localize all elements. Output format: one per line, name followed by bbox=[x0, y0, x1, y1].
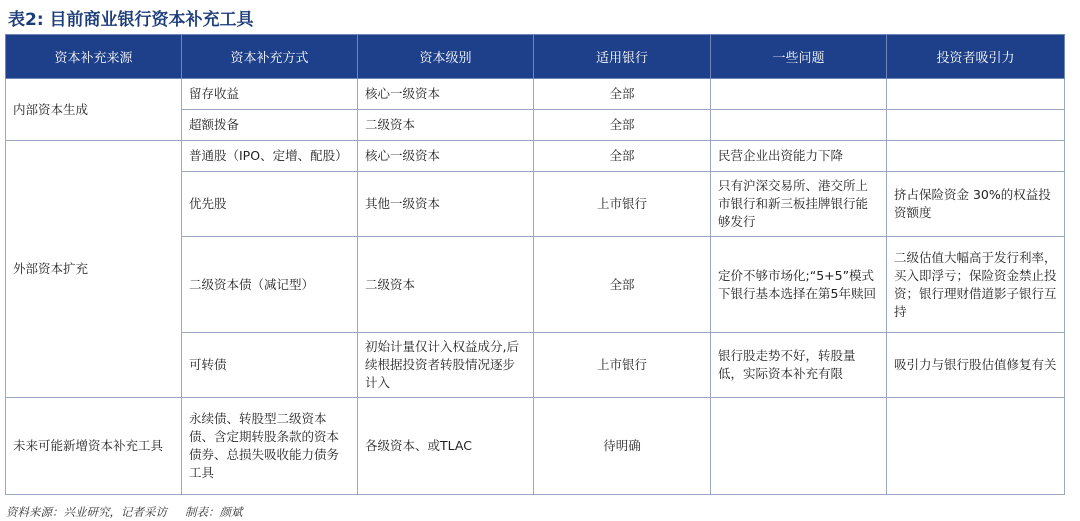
cell-issues bbox=[711, 79, 887, 110]
header-source: 资本补充来源 bbox=[6, 35, 182, 79]
table-title: 表2: 目前商业银行资本补充工具 bbox=[8, 10, 254, 30]
cell-issues: 民营企业出资能力下降 bbox=[711, 141, 887, 172]
cell-bank: 全部 bbox=[534, 237, 711, 333]
cell-appeal bbox=[887, 110, 1065, 141]
cell-bank: 待明确 bbox=[534, 398, 711, 495]
cell-method: 可转债 bbox=[182, 333, 358, 398]
header-level: 资本级别 bbox=[358, 35, 534, 79]
cell-appeal: 挤占保险资金 30%的权益投资额度 bbox=[887, 172, 1065, 237]
cell-level: 核心一级资本 bbox=[358, 141, 534, 172]
group-future: 未来可能新增资本补充工具 bbox=[6, 398, 182, 495]
cell-level: 各级资本、或TLAC bbox=[358, 398, 534, 495]
group-external: 外部资本扩充 bbox=[6, 141, 182, 398]
cell-method: 普通股（IPO、定增、配股） bbox=[182, 141, 358, 172]
capital-tools-table bbox=[5, 34, 1065, 495]
cell-bank: 全部 bbox=[534, 110, 711, 141]
cell-issues: 只有沪深交易所、港交所上市银行和新三板挂牌银行能够发行 bbox=[711, 172, 887, 237]
cell-issues bbox=[711, 398, 887, 495]
cell-level: 初始计量仅计入权益成分,后续根据投资者转股情况逐步计入 bbox=[358, 333, 534, 398]
source-note bbox=[6, 504, 243, 520]
cell-level: 其他一级资本 bbox=[358, 172, 534, 237]
cell-bank: 全部 bbox=[534, 79, 711, 110]
cell-method: 优先股 bbox=[182, 172, 358, 237]
group-internal: 内部资本生成 bbox=[6, 79, 182, 141]
cell-issues: 银行股走势不好，转股量低，实际资本补充有限 bbox=[711, 333, 887, 398]
editor-text: 制表：颜斌 bbox=[185, 505, 243, 519]
cell-bank: 全部 bbox=[534, 141, 711, 172]
cell-appeal: 吸引力与银行股估值修复有关 bbox=[887, 333, 1065, 398]
cell-appeal bbox=[887, 79, 1065, 110]
cell-level: 二级资本 bbox=[358, 237, 534, 333]
cell-method: 超额拨备 bbox=[182, 110, 358, 141]
cell-issues bbox=[711, 110, 887, 141]
cell-issues: 定价不够市场化;“5+5”模式下银行基本选择在第5年赎回 bbox=[711, 237, 887, 333]
header-bank: 适用银行 bbox=[534, 35, 711, 79]
cell-method: 二级资本债（减记型） bbox=[182, 237, 358, 333]
source-text: 资料来源：兴业研究，记者采访 bbox=[6, 505, 167, 519]
cell-level: 核心一级资本 bbox=[358, 79, 534, 110]
cell-bank: 上市银行 bbox=[534, 333, 711, 398]
table-row bbox=[6, 398, 1065, 495]
cell-bank: 上市银行 bbox=[534, 172, 711, 237]
header-method: 资本补充方式 bbox=[182, 35, 358, 79]
table-row bbox=[6, 79, 1065, 110]
cell-level: 二级资本 bbox=[358, 110, 534, 141]
table-header-row bbox=[6, 35, 1065, 79]
cell-appeal bbox=[887, 398, 1065, 495]
header-issues: 一些问题 bbox=[711, 35, 887, 79]
table-row bbox=[6, 141, 1065, 172]
cell-appeal: 二级估值大幅高于发行利率，买入即浮亏；保险资金禁止投资；银行理财借道影子银行互持 bbox=[887, 237, 1065, 333]
cell-method: 留存收益 bbox=[182, 79, 358, 110]
cell-method: 永续债、转股型二级资本债、含定期转股条款的资本债券、总损失吸收能力债务工具 bbox=[182, 398, 358, 495]
cell-appeal bbox=[887, 141, 1065, 172]
header-appeal: 投资者吸引力 bbox=[887, 35, 1065, 79]
